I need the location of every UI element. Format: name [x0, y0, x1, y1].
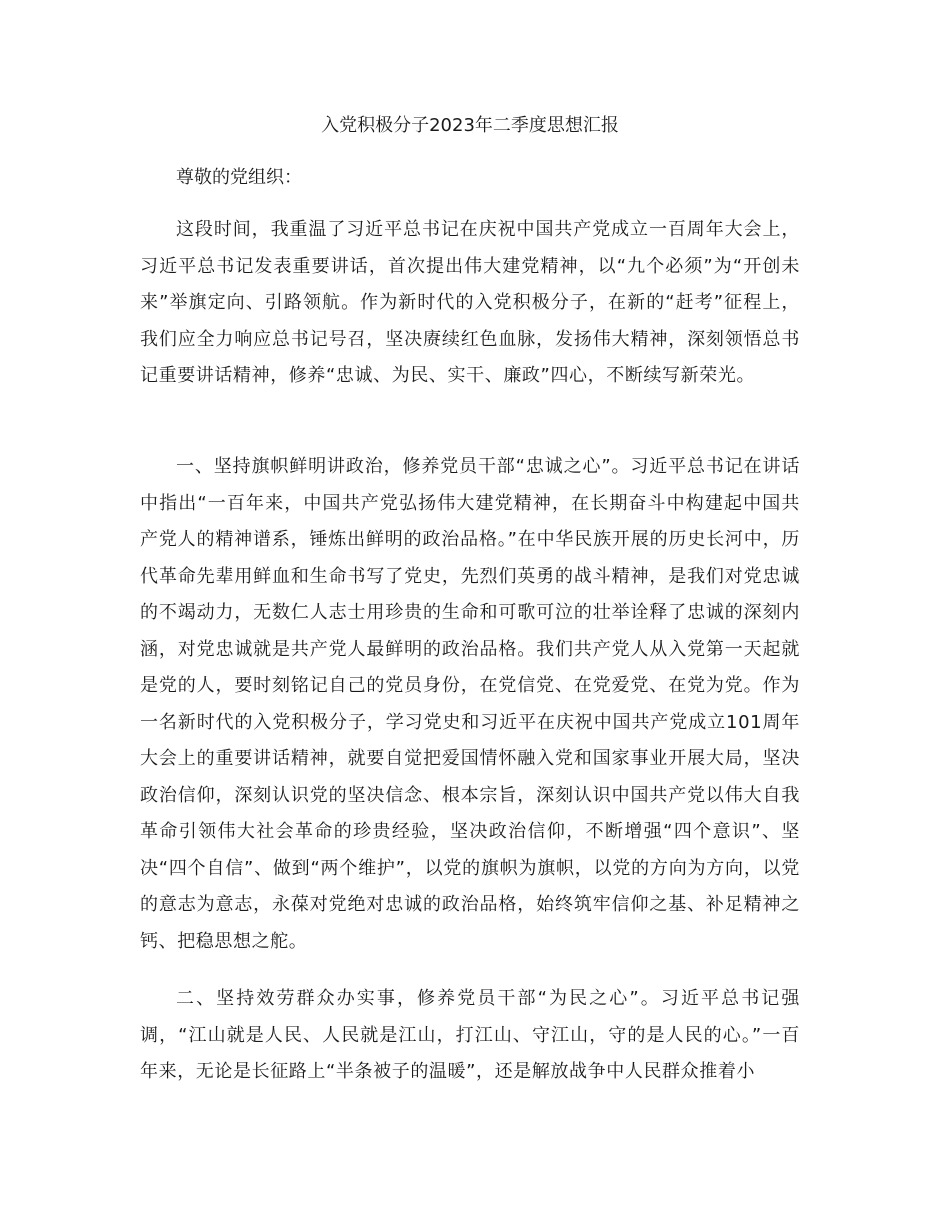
paragraph-loyalty: 一、坚持旗帜鲜明讲政治，修养党员干部“忠诚之心”。习近平总书记在讲话中指出“一百年来，中国共产党弘扬伟大建党精神，在长期奋斗中构建起中国共产党人的精神谱系，锤炼出鲜明的政治品格。”在中华民族开展的历史长河中，历代革命先辈用鲜血和生命书写了党史，先烈们英勇的战斗精神，是我们对党忠诚的不竭动力，无数仁人志士用珍贵的生命和可歌可泣的壮举诠释了忠诚的深刻内涵，对党忠诚就是共产党人最鲜明的政治品格。我们共产党人从入党第一天起就是党的人，要时刻铭记自己的党员身份，在党信党、在党爱党、在党为党。作为一名新时代的入党积极分子，学习党史和习近平在庆祝中国共产党成立101周年大会上的重要讲话精神，就要自觉把爱国情怀融入党和国家事业开展大局，坚决政治信仰，深刻认识党的坚决信念、根本宗旨，深刻认识中国共产党以伟大自我革命引领伟大社会革命的珍贵经验，坚决政治信仰，不断增强“四个意识”、坚决“四个自信”、做到“两个维护”，以党的旗帜为旗帜，以党的方向为方向，以党的意志为意志，永葆对党绝对忠诚的政治品格，始终筑牢信仰之基、补足精神之钙、把稳思想之舵。	[140, 456, 800, 952]
salutation: 尊敬的党组织：	[176, 167, 302, 188]
paragraph-people: 二、坚持效劳群众办实事，修养党员干部“为民之心”。习近平总书记强调，“江山就是人民、人民就是江山，打江山、守江山，守的是人民的心。”一百年来，无论是长征路上“半条被子的温暖”，还是解放战争中人民群众推着小	[140, 988, 800, 1082]
document-title: 入党积极分子2023年二季度思想汇报	[321, 115, 619, 136]
paragraph-intro: 这段时间，我重温了习近平总书记在庆祝中国共产党成立一百周年大会上，习近平总书记发表重要讲话，首次提出伟大建党精神，以“九个必须”为“开创未来”举旗定向、引路领航。作为新时代的入党积极分子，在新的“赶考”征程上，我们应全力响应总书记号召，坚决赓续红色血脉，发扬伟大精神，深刻领悟总书记重要讲话精神，修养“忠诚、为民、实干、廉政”四心，不断续写新荣光。	[140, 219, 800, 386]
